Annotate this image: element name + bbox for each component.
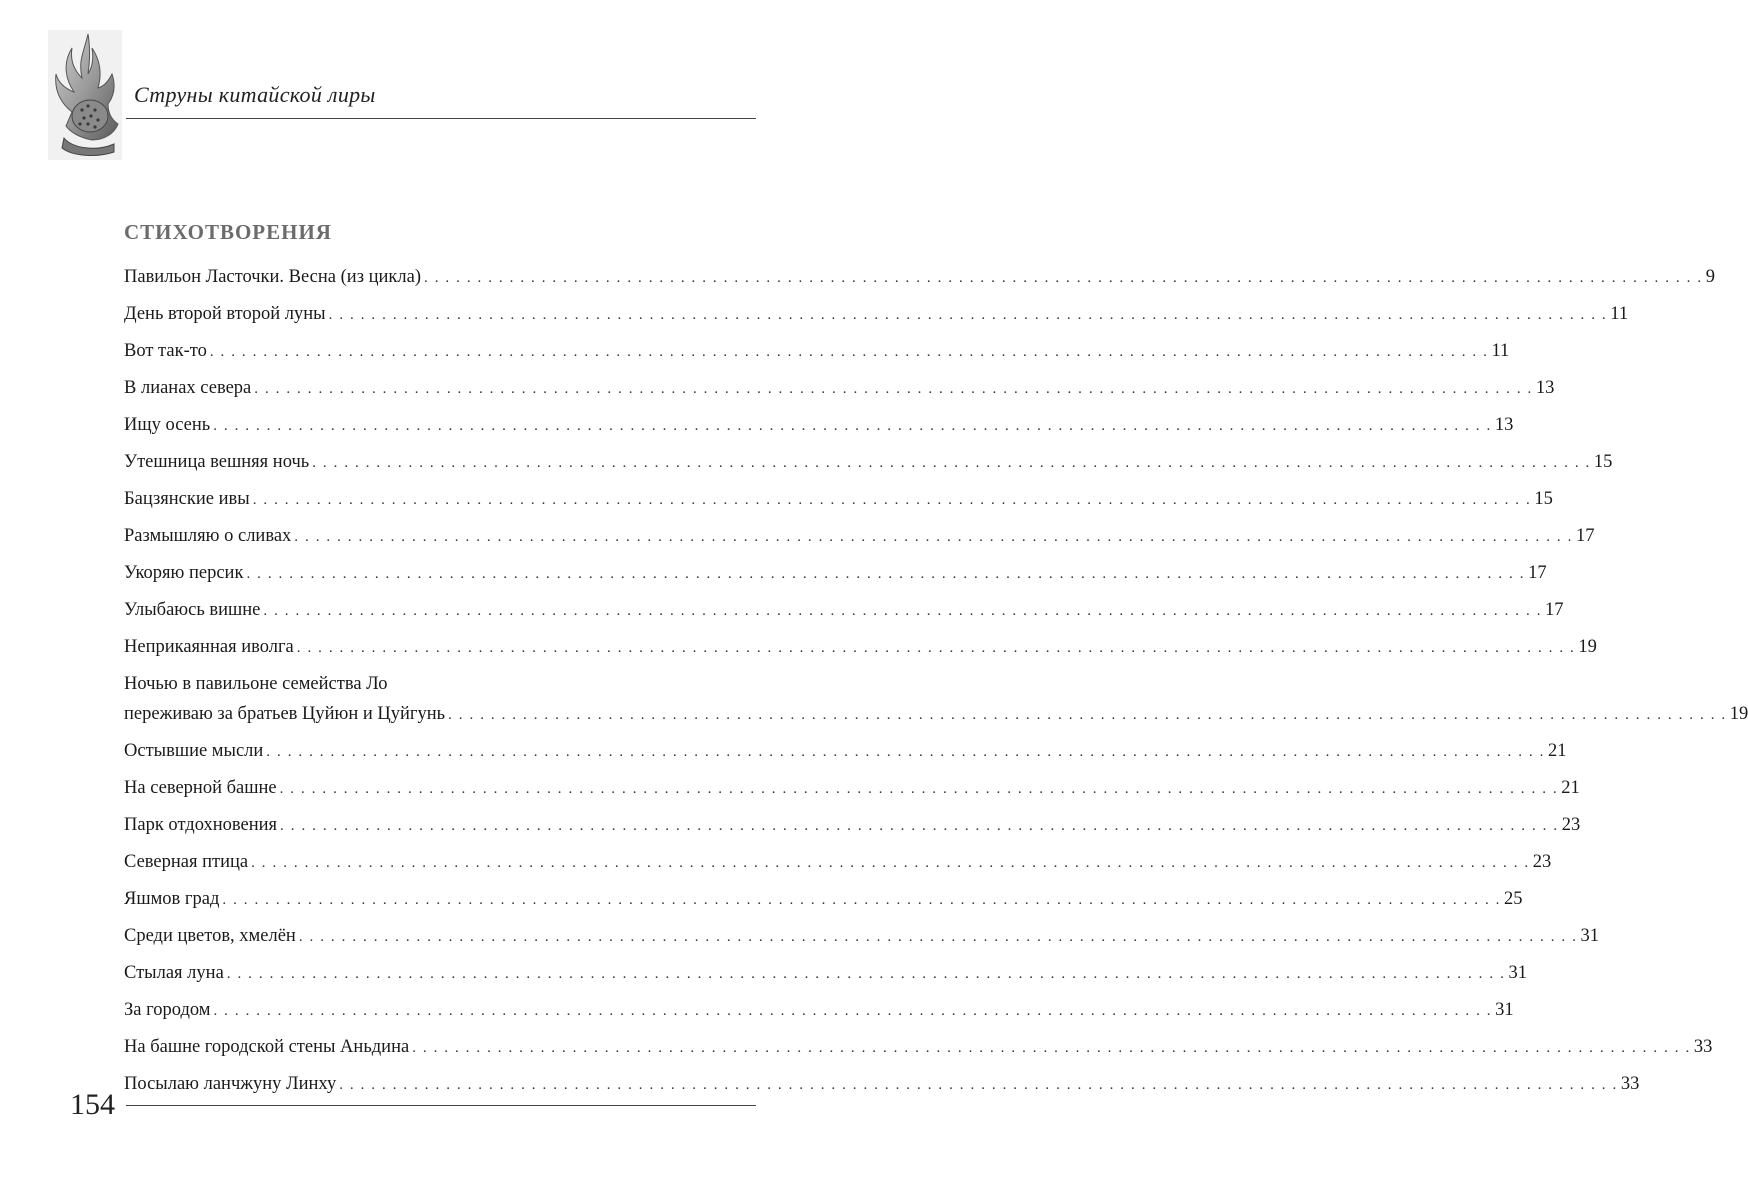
toc-entry-page: 15 (1593, 452, 1613, 472)
toc-leader-dots: . . . . . . . . . . . . . . . . . . . . . . . . . . . . . . . . . . . . . . . . . . . . . . . . . . . . . . . . . . . . . . . . . . . . . . . . . . . . . . . . . . . . . . . . . . . . . . . . . . . . . . . . . . . . . . . . . . . . . . . . (448, 707, 1727, 723)
toc-leader-dots: . . . . . . . . . . . . . . . . . . . . . . . . . . . . . . . . . . . . . . . . . . . . . . . . . . . . . . . . . . . . . . . . . . . . . . . . . . . . . . . . . . . . . . . . . . . . . . . . . . . . . . . . . . . . . . . . . . . . . . . . (266, 744, 1545, 760)
toc-leader-dots: . . . . . . . . . . . . . . . . . . . . . . . . . . . . . . . . . . . . . . . . . . . . . . . . . . . . . . . . . . . . . . . . . . . . . . . . . . . . . . . . . . . . . . . . . . . . . . . . . . . . . . . . . . . . . . . . . . . . . . . . (209, 344, 1489, 360)
toc-entry-page: 19 (1729, 704, 1748, 724)
toc-entry-title: Ищу осень (124, 415, 211, 435)
toc-entry-title: В лианах севера (124, 378, 252, 398)
toc-entry-title: переживаю за братьев Цуйюн и Цуйгунь (124, 704, 446, 724)
toc-entry[interactable] (124, 736, 1567, 767)
toc-entry-page: 11 (1491, 341, 1510, 361)
toc-entry-title: Бацзянские ивы (124, 489, 250, 509)
toc-leader-dots: . . . . . . . . . . . . . . . . . . . . . . . . . . . . . . . . . . . . . . . . . . . . . . . . . . . . . . . . . . . . . . . . . . . . . . . . . . . . . . . . . . . . . . . . . . . . . . . . . . . . . . . . . . . . . . . . . . . . . . . . (222, 892, 1502, 908)
page-number: 154 (70, 1088, 115, 1121)
toc-entry[interactable] (124, 773, 1580, 804)
toc-entry[interactable] (124, 521, 1595, 552)
toc-entry-title: Павильон Ласточки. Весна (из цикла) (124, 267, 422, 287)
toc-entry-title: Утешница вешняя ночь (124, 452, 310, 472)
toc-entry[interactable] (124, 810, 1581, 841)
toc-leader-dots: . . . . . . . . . . . . . . . . . . . . . . . . . . . . . . . . . . . . . . . . . . . . . . . . . . . . . . . . . . . . . . . . . . . . . . . . . . . . . . . . . . . . . . . . . . . . . . . . . . . . . . . . . . . . . . . . . . . . . . . . (339, 1077, 1618, 1093)
toc-entry-page: 33 (1693, 1037, 1713, 1057)
toc-entry[interactable] (124, 410, 1514, 441)
toc-entry[interactable] (124, 884, 1523, 915)
toc-entry-page: 19 (1578, 637, 1597, 657)
flame-statuette-icon (48, 30, 122, 160)
toc-entry-page: 23 (1532, 852, 1552, 872)
toc-entry-title: Вот так-то (124, 341, 207, 361)
toc-entry-title: На башне городской стены Аньдина (124, 1037, 410, 1057)
toc-entry-title: Улыбаюсь вишне (124, 600, 261, 620)
toc-entry-title: Неприкаянная иволга (124, 637, 294, 657)
header-divider (126, 118, 756, 119)
toc-entry[interactable] (124, 373, 1555, 404)
toc-entry[interactable] (124, 847, 1552, 878)
toc-entry-page: 15 (1534, 489, 1553, 509)
toc-entry-page: 25 (1504, 889, 1523, 909)
toc-entry[interactable] (124, 558, 1547, 589)
section-heading: СТИХОТВОРЕНИЯ (124, 220, 332, 244)
toc-entry-title: Северная птица (124, 852, 249, 872)
toc-entry[interactable] (124, 1032, 1713, 1063)
toc-entry-title: Стылая луна (124, 963, 224, 983)
toc-entry-title: Укоряю персик (124, 563, 244, 583)
toc-entry-page: 9 (1705, 267, 1715, 287)
toc-leader-dots: . . . . . . . . . . . . . . . . . . . . . . . . . . . . . . . . . . . . . . . . . . . . . . . . . . . . . . . . . . . . . . . . . . . . . . . . . . . . . . . . . . . . . . . . . . . . . . . . . . . . . . . . . . . . . . . . . . . . . . . . (312, 455, 1591, 471)
toc-entry[interactable] (124, 595, 1564, 626)
toc-entry-page: 21 (1547, 741, 1567, 761)
toc-entry[interactable] (124, 921, 1599, 952)
toc-leader-dots: . . . . . . . . . . . . . . . . . . . . . . . . . . . . . . . . . . . . . . . . . . . . . . . . . . . . . . . . . . . . . . . . . . . . . . . . . . . . . . . . . . . . . . . . . . . . . . . . . . . . . . . . . . . . . . . . . . . . . . . . (412, 1040, 1691, 1056)
toc-leader-dots: . . . . . . . . . . . . . . . . . . . . . . . . . . . . . . . . . . . . . . . . . . . . . . . . . . . . . . . . . . . . . . . . . . . . . . . . . . . . . . . . . . . . . . . . . . . . . . . . . . . . . . . . . . . . . . . . . . . . . . . . (328, 307, 1608, 323)
toc-entry-title: Парк отдохновения (124, 815, 278, 835)
toc-entry-page: 17 (1545, 600, 1564, 620)
toc-entry-title: Яшмов град (124, 889, 220, 909)
toc-leader-dots: . . . . . . . . . . . . . . . . . . . . . . . . . . . . . . . . . . . . . . . . . . . . . . . . . . . . . . . . . . . . . . . . . . . . . . . . . . . . . . . . . . . . . . . . . . . . . . . . . . . . . . . . . . . . . . . . . . . . . . . . (226, 966, 1506, 982)
footer-divider (126, 1105, 756, 1106)
toc-entry[interactable] (124, 632, 1597, 663)
toc-leader-dots: . . . . . . . . . . . . . . . . . . . . . . . . . . . . . . . . . . . . . . . . . . . . . . . . . . . . . . . . . . . . . . . . . . . . . . . . . . . . . . . . . . . . . . . . . . . . . . . . . . . . . . . . . . . . . . . . . . . . . . . . (213, 1003, 1493, 1019)
toc-leader-dots: . . . . . . . . . . . . . . . . . . . . . . . . . . . . . . . . . . . . . . . . . . . . . . . . . . . . . . . . . . . . . . . . . . . . . . . . . . . . . . . . . . . . . . . . . . . . . . . . . . . . . . . . . . . . . . . . . . . . . . . . (263, 603, 1543, 619)
toc-entry-page: 31 (1580, 926, 1599, 946)
toc-entry-page: 21 (1561, 778, 1580, 798)
toc-leader-dots: . . . . . . . . . . . . . . . . . . . . . . . . . . . . . . . . . . . . . . . . . . . . . . . . . . . . . . . . . . . . . . . . . . . . . . . . . . . . . . . . . . . . . . . . . . . . . . . . . . . . . . . . . . . . . . . . . . . . . . . . (246, 566, 1526, 582)
toc-entry-page: 31 (1495, 1000, 1514, 1020)
toc-entry[interactable] (124, 336, 1510, 367)
toc-entry-title: На северной башне (124, 778, 277, 798)
toc-entry-page: 31 (1508, 963, 1527, 983)
toc-leader-dots: . . . . . . . . . . . . . . . . . . . . . . . . . . . . . . . . . . . . . . . . . . . . . . . . . . . . . . . . . . . . . . . . . . . . . . . . . . . . . . . . . . . . . . . . . . . . . . . . . . . . . . . . . . . . . . . . . . . . . . . . (251, 855, 1530, 871)
toc-entry-page: 17 (1575, 526, 1595, 546)
toc-entry[interactable] (124, 1069, 1640, 1100)
toc-entry-page: 23 (1561, 815, 1581, 835)
toc-entry[interactable] (124, 995, 1514, 1026)
table-of-contents (124, 262, 1748, 1106)
toc-entry-page: 17 (1528, 563, 1547, 583)
toc-leader-dots: . . . . . . . . . . . . . . . . . . . . . . . . . . . . . . . . . . . . . . . . . . . . . . . . . . . . . . . . . . . . . . . . . . . . . . . . . . . . . . . . . . . . . . . . . . . . . . . . . . . . . . . . . . . . . . . . . . . . . . . . (252, 492, 1532, 508)
toc-leader-dots: . . . . . . . . . . . . . . . . . . . . . . . . . . . . . . . . . . . . . . . . . . . . . . . . . . . . . . . . . . . . . . . . . . . . . . . . . . . . . . . . . . . . . . . . . . . . . . . . . . . . . . . . . . . . . . . . . . . . . . . . (279, 781, 1559, 797)
toc-entry-page: 13 (1494, 415, 1514, 435)
toc-entry-title: Посылаю ланчжуну Линху (124, 1074, 337, 1094)
toc-leader-dots: . . . . . . . . . . . . . . . . . . . . . . . . . . . . . . . . . . . . . . . . . . . . . . . . . . . . . . . . . . . . . . . . . . . . . . . . . . . . . . . . . . . . . . . . . . . . . . . . . . . . . . . . . . . . . . . . . . . . . . . . (294, 529, 1573, 545)
toc-leader-dots: . . . . . . . . . . . . . . . . . . . . . . . . . . . . . . . . . . . . . . . . . . . . . . . . . . . . . . . . . . . . . . . . . . . . . . . . . . . . . . . . . . . . . . . . . . . . . . . . . . . . . . . . . . . . . . . . . . . . . . . . (213, 418, 1492, 434)
toc-entry[interactable] (124, 484, 1553, 515)
toc-entry[interactable] (124, 958, 1527, 989)
toc-entry-page: 33 (1620, 1074, 1640, 1094)
toc-entry[interactable] (124, 669, 1748, 730)
toc-leader-dots: . . . . . . . . . . . . . . . . . . . . . . . . . . . . . . . . . . . . . . . . . . . . . . . . . . . . . . . . . . . . . . . . . . . . . . . . . . . . . . . . . . . . . . . . . . . . . . . . . . . . . . . . . . . . . . . . . . . . . . . . (254, 381, 1533, 397)
toc-leader-dots: . . . . . . . . . . . . . . . . . . . . . . . . . . . . . . . . . . . . . . . . . . . . . . . . . . . . . . . . . . . . . . . . . . . . . . . . . . . . . . . . . . . . . . . . . . . . . . . . . . . . . . . . . . . . . . . . . . . . . . . . (298, 929, 1578, 945)
toc-entry[interactable] (124, 299, 1629, 330)
toc-entry-title: Остывшие мысли (124, 741, 264, 761)
toc-entry[interactable] (124, 447, 1613, 478)
toc-entry-title: День второй второй луны (124, 304, 326, 324)
toc-leader-dots: . . . . . . . . . . . . . . . . . . . . . . . . . . . . . . . . . . . . . . . . . . . . . . . . . . . . . . . . . . . . . . . . . . . . . . . . . . . . . . . . . . . . . . . . . . . . . . . . . . . . . . . . . . . . . . . . . . . . . . . . (296, 640, 1576, 656)
toc-entry-page: 13 (1535, 378, 1555, 398)
toc-entry-title: Ночью в павильоне семейства Ло (124, 674, 388, 694)
toc-entry[interactable] (124, 262, 1715, 293)
running-header-title: Струны китайской лиры (134, 82, 376, 107)
toc-entry-title: За городом (124, 1000, 211, 1020)
toc-leader-dots: . . . . . . . . . . . . . . . . . . . . . . . . . . . . . . . . . . . . . . . . . . . . . . . . . . . . . . . . . . . . . . . . . . . . . . . . . . . . . . . . . . . . . . . . . . . . . . . . . . . . . . . . . . . . . . . . . . . . . . . . (280, 818, 1559, 834)
toc-entry-title: Размышляю о сливах (124, 526, 292, 546)
toc-entry-title: Среди цветов, хмелён (124, 926, 296, 946)
toc-entry-page: 11 (1610, 304, 1629, 324)
toc-leader-dots: . . . . . . . . . . . . . . . . . . . . . . . . . . . . . . . . . . . . . . . . . . . . . . . . . . . . . . . . . . . . . . . . . . . . . . . . . . . . . . . . . . . . . . . . . . . . . . . . . . . . . . . . . . . . . . . . . . . . . . . . (424, 270, 1703, 286)
